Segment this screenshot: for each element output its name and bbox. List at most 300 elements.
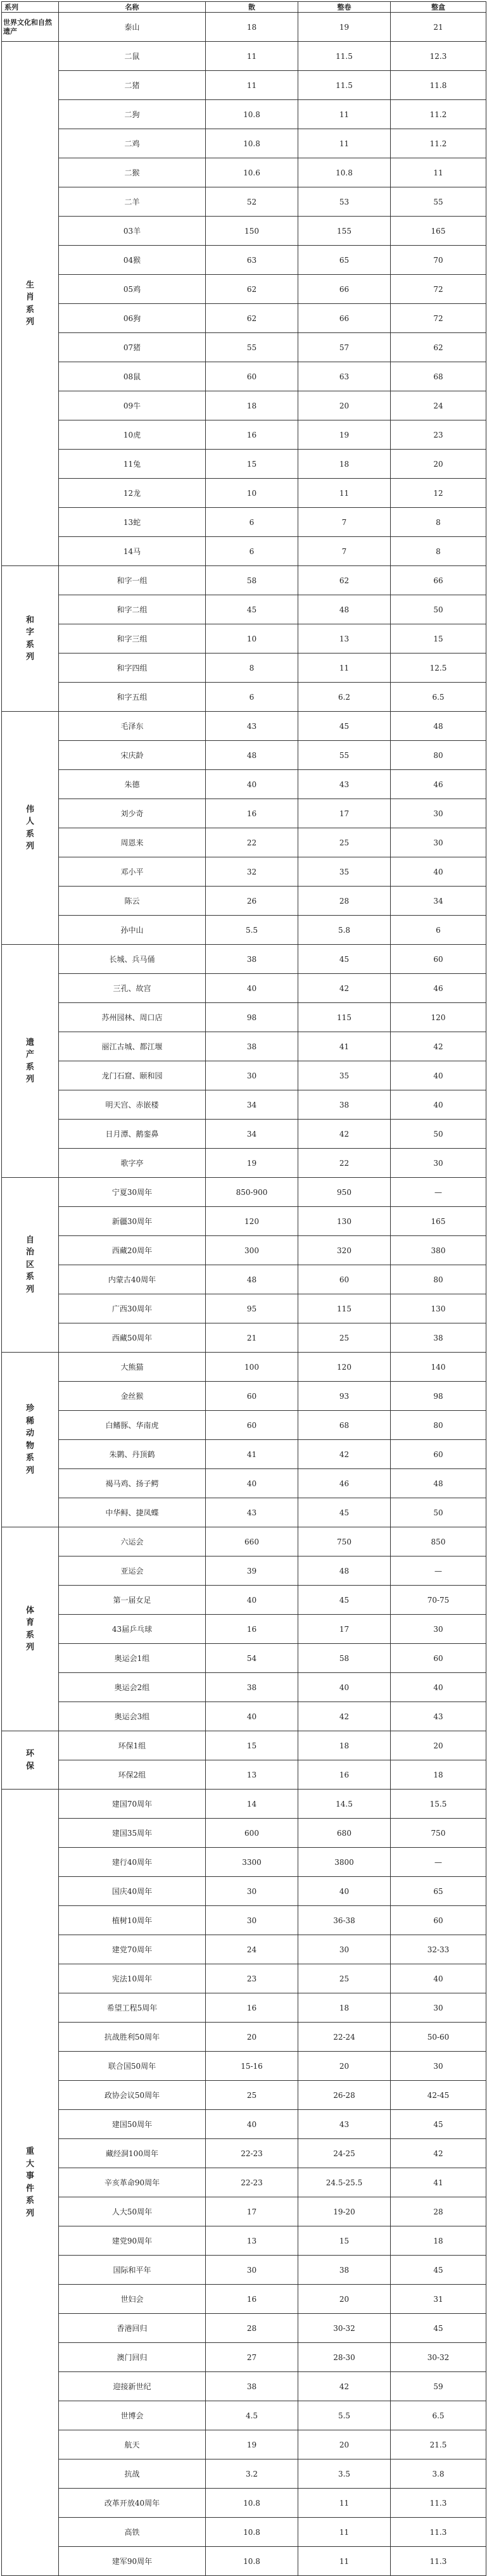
item-name: 07猪 — [59, 333, 206, 362]
zhenghe-price: 11 — [391, 158, 486, 187]
table-row — [2, 1090, 486, 1120]
table-row — [2, 1935, 486, 1964]
table-row — [2, 1556, 486, 1586]
zhengjuan-price: 11.5 — [298, 71, 391, 100]
table-row — [2, 1993, 486, 2023]
zhengjuan-price: 30-32 — [298, 2314, 391, 2343]
zhengjuan-price: 20 — [298, 2285, 391, 2314]
series-label: 体育系列 — [2, 1527, 59, 1731]
item-name: 奥运会2组 — [59, 1673, 206, 1702]
san-price: 10.6 — [206, 158, 298, 187]
table-row — [2, 799, 486, 828]
table-row — [2, 741, 486, 770]
table-row — [2, 1702, 486, 1731]
table-row — [2, 2314, 486, 2343]
san-price: 24 — [206, 1935, 298, 1964]
table-row — [2, 275, 486, 304]
zhenghe-price: 50 — [391, 595, 486, 624]
table-row — [2, 1382, 486, 1411]
san-price: 15 — [206, 450, 298, 479]
header-series: 系列 — [2, 2, 59, 13]
san-price: 40 — [206, 1469, 298, 1498]
zhengjuan-price: 48 — [298, 595, 391, 624]
zhenghe-price: 62 — [391, 333, 486, 362]
zhengjuan-price: 16 — [298, 1760, 391, 1790]
san-price: 40 — [206, 770, 298, 799]
zhengjuan-price: 40 — [298, 1877, 391, 1906]
san-price: 23 — [206, 1964, 298, 1993]
series-label: 遗产系列 — [2, 945, 59, 1178]
zhenghe-price: 55 — [391, 187, 486, 217]
zhengjuan-price: 155 — [298, 217, 391, 246]
zhenghe-price: 12.3 — [391, 42, 486, 71]
san-price: 16 — [206, 799, 298, 828]
zhenghe-price: — — [391, 1556, 486, 1586]
table-row — [2, 42, 486, 71]
zhenghe-price: 11.3 — [391, 2518, 486, 2547]
san-price: 150 — [206, 217, 298, 246]
zhengjuan-price: 25 — [298, 1964, 391, 1993]
zhengjuan-price: 130 — [298, 1207, 391, 1236]
zhenghe-price: 165 — [391, 1207, 486, 1236]
san-price: 34 — [206, 1120, 298, 1149]
table-body — [2, 13, 486, 2576]
zhenghe-price: 8 — [391, 537, 486, 566]
zhenghe-price: 6.5 — [391, 2401, 486, 2430]
table-row — [2, 2081, 486, 2110]
zhengjuan-price: 25 — [298, 828, 391, 857]
item-name: 人大50周年 — [59, 2197, 206, 2226]
zhengjuan-price: 24.5-25.5 — [298, 2168, 391, 2197]
series-label: 珍稀动物系列 — [2, 1353, 59, 1527]
item-name: 12龙 — [59, 479, 206, 508]
san-price: 22-23 — [206, 2168, 298, 2197]
zhenghe-price: 48 — [391, 1469, 486, 1498]
san-price: 10 — [206, 479, 298, 508]
san-price: 41 — [206, 1440, 298, 1469]
san-price: 6 — [206, 508, 298, 537]
series-label: 伟人系列 — [2, 712, 59, 945]
zhengjuan-price: 115 — [298, 1294, 391, 1323]
zhengjuan-price: 93 — [298, 1382, 391, 1411]
table-row — [2, 712, 486, 741]
san-price: 40 — [206, 2110, 298, 2139]
table-row — [2, 187, 486, 217]
zhengjuan-price: 3.5 — [298, 2459, 391, 2489]
zhengjuan-price: 5.8 — [298, 916, 391, 945]
san-price: 15-16 — [206, 2052, 298, 2081]
zhengjuan-price: 46 — [298, 1469, 391, 1498]
zhengjuan-price: 14.5 — [298, 1790, 391, 1819]
zhengjuan-price: 5.5 — [298, 2401, 391, 2430]
zhengjuan-price: 43 — [298, 770, 391, 799]
zhenghe-price: 30 — [391, 2052, 486, 2081]
item-name: 13蛇 — [59, 508, 206, 537]
zhengjuan-price: 42 — [298, 1440, 391, 1469]
table-row — [2, 566, 486, 595]
zhenghe-price: 6 — [391, 916, 486, 945]
san-price: 10.8 — [206, 2518, 298, 2547]
zhenghe-price: 68 — [391, 362, 486, 391]
san-price: 4.5 — [206, 2401, 298, 2430]
san-price: 60 — [206, 1411, 298, 1440]
item-name: 抗战胜利50周年 — [59, 2023, 206, 2052]
san-price: 10 — [206, 624, 298, 653]
item-name: 朱德 — [59, 770, 206, 799]
zhenghe-price: 24 — [391, 391, 486, 420]
zhengjuan-price: 19-20 — [298, 2197, 391, 2226]
san-price: 19 — [206, 1149, 298, 1178]
item-name: 歌字亭 — [59, 1149, 206, 1178]
table-row — [2, 1527, 486, 1556]
item-name: 金丝猴 — [59, 1382, 206, 1411]
item-name: 04猴 — [59, 246, 206, 275]
san-price: 11 — [206, 42, 298, 71]
zhenghe-price: 30 — [391, 799, 486, 828]
item-name: 二羊 — [59, 187, 206, 217]
item-name: 宪法10周年 — [59, 1964, 206, 1993]
item-name: 03羊 — [59, 217, 206, 246]
san-price: 63 — [206, 246, 298, 275]
table-row — [2, 683, 486, 712]
table-row — [2, 624, 486, 653]
zhenghe-price: 30-32 — [391, 2343, 486, 2372]
zhenghe-price: 46 — [391, 770, 486, 799]
table-row — [2, 1615, 486, 1644]
series-label: 世界文化和自然遗产 — [2, 13, 59, 42]
table-row — [2, 2139, 486, 2168]
table-row — [2, 2430, 486, 2459]
item-name: 国庆40周年 — [59, 1877, 206, 1906]
item-name: 和字四组 — [59, 653, 206, 683]
table-row — [2, 2343, 486, 2372]
san-price: 62 — [206, 304, 298, 333]
zhengjuan-price: 950 — [298, 1178, 391, 1207]
san-price: 21 — [206, 1323, 298, 1353]
item-name: 日月潭、鹅銮鼻 — [59, 1120, 206, 1149]
table-row — [2, 304, 486, 333]
zhenghe-price: 40 — [391, 1964, 486, 1993]
table-row — [2, 2489, 486, 2518]
zhenghe-price: 41 — [391, 2168, 486, 2197]
zhenghe-price: 50 — [391, 1120, 486, 1149]
san-price: 48 — [206, 741, 298, 770]
item-name: 中华鲟、捷凤蝶 — [59, 1498, 206, 1527]
table-row — [2, 2285, 486, 2314]
zhengjuan-price: 42 — [298, 974, 391, 1003]
zhengjuan-price: 28 — [298, 887, 391, 916]
item-name: 政协会议50周年 — [59, 2081, 206, 2110]
zhengjuan-price: 115 — [298, 1003, 391, 1032]
zhengjuan-price: 11 — [298, 100, 391, 129]
table-row — [2, 1906, 486, 1935]
item-name: 14马 — [59, 537, 206, 566]
zhengjuan-price: 11.5 — [298, 42, 391, 71]
zhenghe-price: 21.5 — [391, 2430, 486, 2459]
zhengjuan-price: 35 — [298, 857, 391, 887]
table-row — [2, 1353, 486, 1382]
zhengjuan-price: 42 — [298, 1120, 391, 1149]
table-row — [2, 13, 486, 42]
zhenghe-price: 12.5 — [391, 653, 486, 683]
table-row — [2, 1120, 486, 1149]
table-row — [2, 887, 486, 916]
table-row — [2, 2110, 486, 2139]
zhenghe-price: 120 — [391, 1003, 486, 1032]
table-row — [2, 2459, 486, 2489]
san-price: 43 — [206, 712, 298, 741]
item-name: 泰山 — [59, 13, 206, 42]
table-row — [2, 857, 486, 887]
table-row — [2, 537, 486, 566]
zhenghe-price: 60 — [391, 1906, 486, 1935]
zhenghe-price: 65 — [391, 1877, 486, 1906]
san-price: 6 — [206, 683, 298, 712]
san-price: 14 — [206, 1790, 298, 1819]
table-row — [2, 1440, 486, 1469]
san-price: 60 — [206, 1382, 298, 1411]
item-name: 香港回归 — [59, 2314, 206, 2343]
zhenghe-price: 30 — [391, 1615, 486, 1644]
san-price: 300 — [206, 1236, 298, 1265]
item-name: 10虎 — [59, 420, 206, 450]
item-name: 西藏50周年 — [59, 1323, 206, 1353]
zhengjuan-price: 38 — [298, 2256, 391, 2285]
table-row — [2, 1207, 486, 1236]
item-name: 植树10周年 — [59, 1906, 206, 1935]
zhenghe-price: 23 — [391, 420, 486, 450]
zhenghe-price: 66 — [391, 566, 486, 595]
item-name: 大熊猫 — [59, 1353, 206, 1382]
table-row — [2, 2052, 486, 2081]
zhengjuan-price: 20 — [298, 2052, 391, 2081]
zhenghe-price: 11.2 — [391, 100, 486, 129]
san-price: 30 — [206, 1877, 298, 1906]
zhenghe-price: 80 — [391, 1265, 486, 1294]
san-price: 16 — [206, 420, 298, 450]
item-name: 内蒙古40周年 — [59, 1265, 206, 1294]
item-name: 建军90周年 — [59, 2547, 206, 2576]
series-label: 环保 — [2, 1731, 59, 1790]
san-price: 10.8 — [206, 2547, 298, 2576]
table-row — [2, 1644, 486, 1673]
table-row — [2, 770, 486, 799]
item-name: 苏州园林、周口店 — [59, 1003, 206, 1032]
item-name: 建党90周年 — [59, 2226, 206, 2256]
san-price: 62 — [206, 275, 298, 304]
table-row — [2, 1790, 486, 1819]
table-row — [2, 246, 486, 275]
zhengjuan-price: 38 — [298, 1090, 391, 1120]
table-row — [2, 71, 486, 100]
zhengjuan-price: 65 — [298, 246, 391, 275]
item-name: 二狗 — [59, 100, 206, 129]
zhengjuan-price: 43 — [298, 2110, 391, 2139]
table-row — [2, 333, 486, 362]
table-row — [2, 1149, 486, 1178]
zhengjuan-price: 22-24 — [298, 2023, 391, 2052]
table-row — [2, 420, 486, 450]
item-name: 国际和平年 — [59, 2256, 206, 2285]
zhengjuan-price: 55 — [298, 741, 391, 770]
table-row — [2, 916, 486, 945]
item-name: 建国50周年 — [59, 2110, 206, 2139]
san-price: 30 — [206, 1906, 298, 1935]
item-name: 明天宫、赤嵌楼 — [59, 1090, 206, 1120]
table-row — [2, 1848, 486, 1877]
price-table — [1, 1, 486, 2576]
item-name: 辛亥革命90周年 — [59, 2168, 206, 2197]
zhengjuan-price: 40 — [298, 1673, 391, 1702]
zhenghe-price: 80 — [391, 741, 486, 770]
zhenghe-price: 140 — [391, 1353, 486, 1382]
zhenghe-price: 60 — [391, 945, 486, 974]
san-price: 16 — [206, 1993, 298, 2023]
item-name: 宋庆龄 — [59, 741, 206, 770]
table-row — [2, 129, 486, 158]
zhenghe-price: 72 — [391, 304, 486, 333]
table-row — [2, 217, 486, 246]
item-name: 建国70周年 — [59, 1790, 206, 1819]
table-row — [2, 2256, 486, 2285]
san-price: 39 — [206, 1556, 298, 1586]
item-name: 二鸡 — [59, 129, 206, 158]
table-row — [2, 2518, 486, 2547]
item-name: 环保2组 — [59, 1760, 206, 1790]
header-san: 散 — [206, 2, 298, 13]
item-name: 06狗 — [59, 304, 206, 333]
zhengjuan-price: 6.2 — [298, 683, 391, 712]
zhenghe-price: 6.5 — [391, 683, 486, 712]
header-row — [2, 2, 486, 13]
item-name: 和字一组 — [59, 566, 206, 595]
table-row — [2, 1877, 486, 1906]
zhenghe-price: 70-75 — [391, 1586, 486, 1615]
san-price: 60 — [206, 362, 298, 391]
san-price: 27 — [206, 2343, 298, 2372]
san-price: 22-23 — [206, 2139, 298, 2168]
san-price: 10.8 — [206, 100, 298, 129]
zhengjuan-price: 11 — [298, 2547, 391, 2576]
zhenghe-price: — — [391, 1178, 486, 1207]
item-name: 宁夏30周年 — [59, 1178, 206, 1207]
table-row — [2, 158, 486, 187]
zhengjuan-price: 7 — [298, 508, 391, 537]
header-name: 名称 — [59, 2, 206, 13]
zhenghe-price: 40 — [391, 1673, 486, 1702]
zhenghe-price: 18 — [391, 1760, 486, 1790]
san-price: 13 — [206, 1760, 298, 1790]
item-name: 11兔 — [59, 450, 206, 479]
san-price: 3.2 — [206, 2459, 298, 2489]
item-name: 长城、兵马俑 — [59, 945, 206, 974]
item-name: 西藏20周年 — [59, 1236, 206, 1265]
table-row — [2, 1731, 486, 1760]
zhenghe-price: 130 — [391, 1294, 486, 1323]
zhenghe-price: 30 — [391, 1149, 486, 1178]
zhengjuan-price: 45 — [298, 712, 391, 741]
zhenghe-price: 11.3 — [391, 2489, 486, 2518]
zhengjuan-price: 42 — [298, 1702, 391, 1731]
item-name: 建国35周年 — [59, 1819, 206, 1848]
table-row — [2, 1061, 486, 1090]
item-name: 奥运会1组 — [59, 1644, 206, 1673]
zhenghe-price: 28 — [391, 2197, 486, 2226]
san-price: 34 — [206, 1090, 298, 1120]
zhenghe-price: 15 — [391, 624, 486, 653]
zhengjuan-price: 18 — [298, 1731, 391, 1760]
zhengjuan-price: 35 — [298, 1061, 391, 1090]
table-row — [2, 1498, 486, 1527]
item-name: 刘少奇 — [59, 799, 206, 828]
san-price: 40 — [206, 974, 298, 1003]
table-row — [2, 2168, 486, 2197]
zhengjuan-price: 28-30 — [298, 2343, 391, 2372]
table-row — [2, 2401, 486, 2430]
table-row — [2, 945, 486, 974]
zhengjuan-price: 66 — [298, 275, 391, 304]
table-row — [2, 508, 486, 537]
zhenghe-price: 45 — [391, 2110, 486, 2139]
zhenghe-price: 46 — [391, 974, 486, 1003]
zhenghe-price: 165 — [391, 217, 486, 246]
item-name: 三孔、故宫 — [59, 974, 206, 1003]
zhenghe-price: 31 — [391, 2285, 486, 2314]
table-row — [2, 1964, 486, 1993]
zhenghe-price: 32-33 — [391, 1935, 486, 1964]
san-price: 15 — [206, 1731, 298, 1760]
zhengjuan-price: 11 — [298, 479, 391, 508]
item-name: 环保1组 — [59, 1731, 206, 1760]
item-name: 世妇会 — [59, 2285, 206, 2314]
zhengjuan-price: 11 — [298, 653, 391, 683]
table-row — [2, 1469, 486, 1498]
san-price: 45 — [206, 595, 298, 624]
zhenghe-price: 45 — [391, 2256, 486, 2285]
san-price: 6 — [206, 537, 298, 566]
item-name: 43届乒乓球 — [59, 1615, 206, 1644]
san-price: 10.8 — [206, 2489, 298, 2518]
table-row — [2, 1323, 486, 1353]
san-price: 19 — [206, 2430, 298, 2459]
zhenghe-price: 20 — [391, 450, 486, 479]
table-row — [2, 653, 486, 683]
table-row — [2, 1673, 486, 1702]
zhenghe-price: 42-45 — [391, 2081, 486, 2110]
item-name: 白鳍豚、华南虎 — [59, 1411, 206, 1440]
zhenghe-price: 30 — [391, 828, 486, 857]
item-name: 抗战 — [59, 2459, 206, 2489]
san-price: 55 — [206, 333, 298, 362]
san-price: 40 — [206, 1586, 298, 1615]
san-price: 28 — [206, 2314, 298, 2343]
zhengjuan-price: 13 — [298, 624, 391, 653]
table-row — [2, 1411, 486, 1440]
zhengjuan-price: 62 — [298, 566, 391, 595]
san-price: 38 — [206, 1032, 298, 1061]
san-price: 58 — [206, 566, 298, 595]
san-price: 11 — [206, 71, 298, 100]
zhengjuan-price: 53 — [298, 187, 391, 217]
item-name: 朱鹮、丹顶鹤 — [59, 1440, 206, 1469]
zhenghe-price: 12 — [391, 479, 486, 508]
zhengjuan-price: 680 — [298, 1819, 391, 1848]
zhenghe-price: 45 — [391, 2314, 486, 2343]
item-name: 改革开放40周年 — [59, 2489, 206, 2518]
san-price: 98 — [206, 1003, 298, 1032]
zhenghe-price: 380 — [391, 1236, 486, 1265]
zhengjuan-price: 30 — [298, 1935, 391, 1964]
